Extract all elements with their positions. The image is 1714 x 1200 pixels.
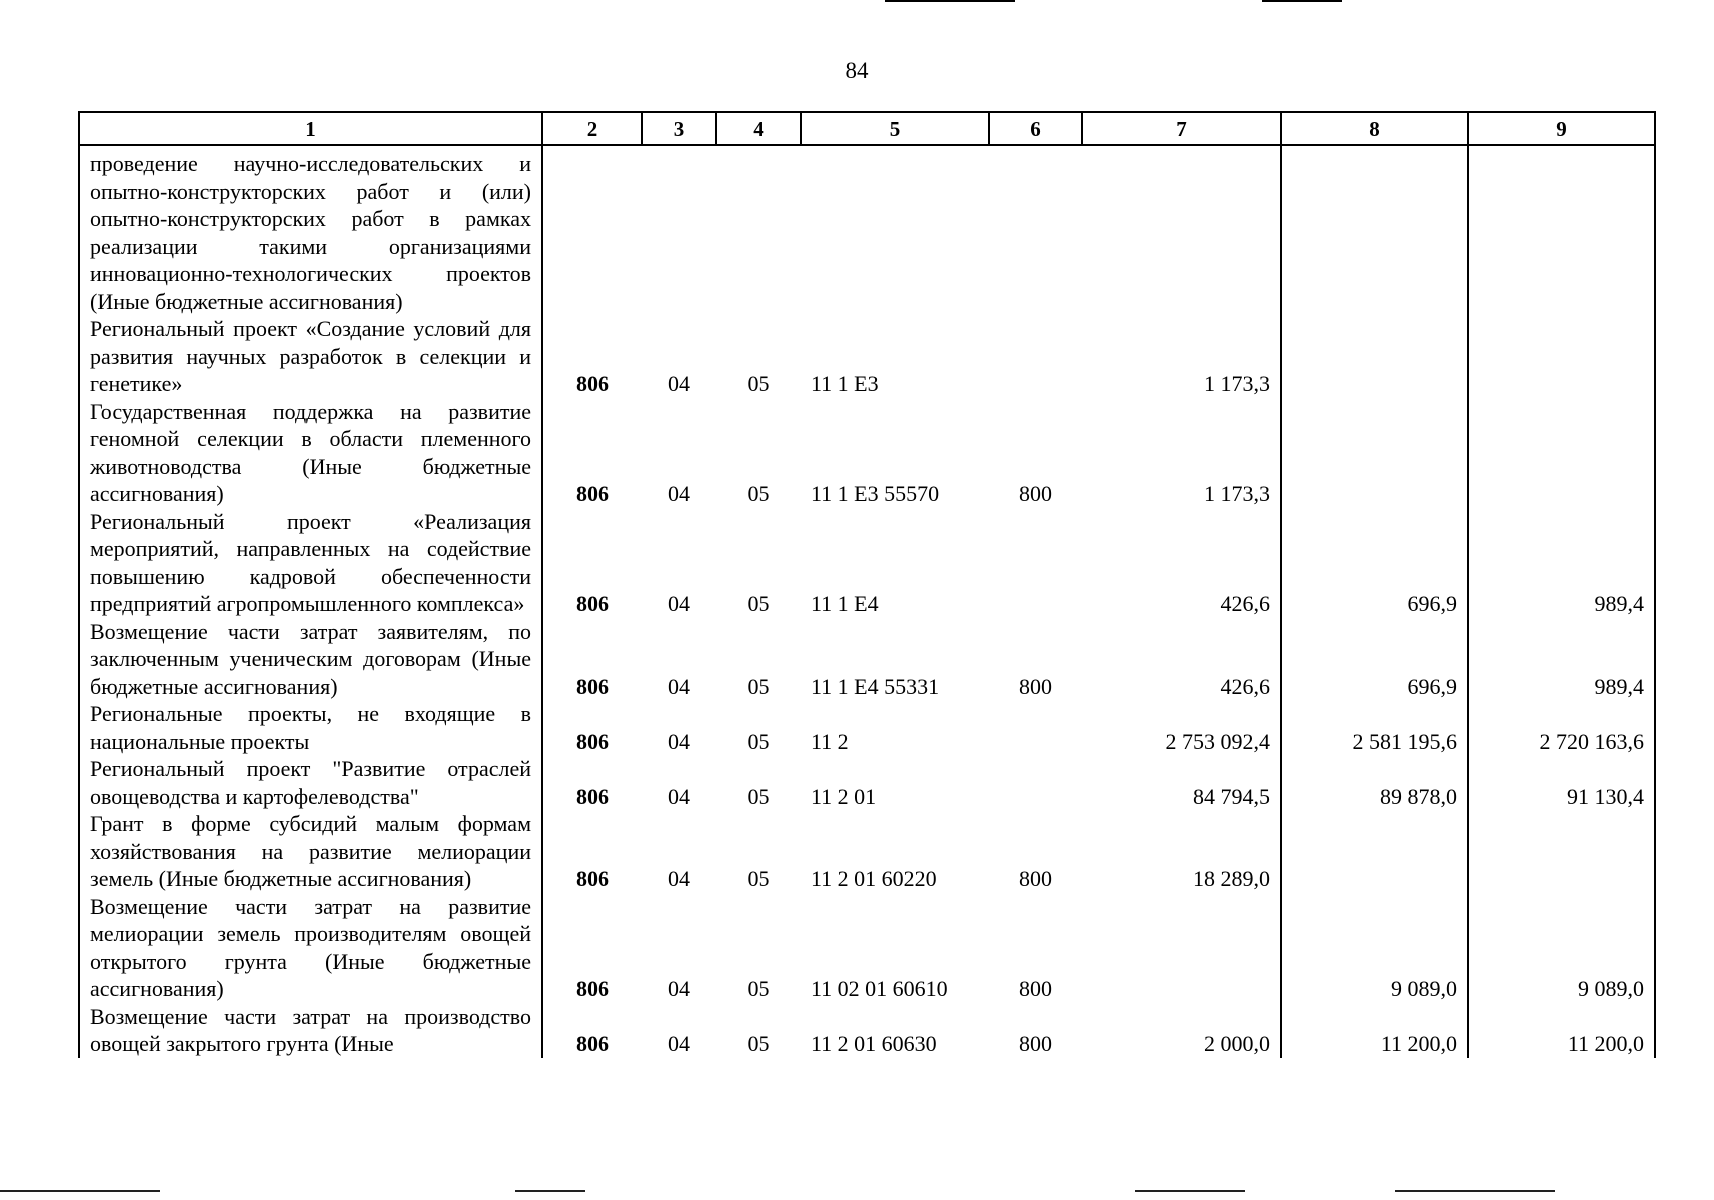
code-section: 04 <box>668 591 690 616</box>
code-expense-type: 800 <box>1019 866 1052 891</box>
code-expense-type: 800 <box>1019 976 1052 1001</box>
col-header-5: 5 <box>801 112 989 145</box>
code-chapter: 806 <box>576 371 609 396</box>
row-name: Грант в форме субсидий малым формам хозяйствования на развитие мелиорации земель (Иные бюджетные ассигнования) <box>79 810 542 893</box>
amount-col9 <box>1468 398 1655 508</box>
code-section: 04 <box>668 783 690 809</box>
code-target-article: 11 2 01 <box>811 783 877 809</box>
amount-col8: 696,9 <box>1281 508 1468 618</box>
table-row <box>79 315 1655 398</box>
amount-col7: 426,6 <box>1082 618 1281 701</box>
amount-col9: 9 089,0 <box>1468 893 1655 1003</box>
top-scan-edge <box>885 0 1015 2</box>
row-name: Возмещение части затрат на производство овощей закрытого грунта (Иные <box>79 1003 542 1058</box>
amount-col7: 1 173,3 <box>1082 315 1281 398</box>
code-section: 04 <box>668 371 690 396</box>
code-subsection: 05 <box>747 728 770 754</box>
row-name: Возмещение части затрат заявителям, по заключенным ученическим договорам (Иные бюджетные ассигнования) <box>79 618 542 701</box>
header-row <box>79 112 1655 145</box>
code-chapter: 806 <box>576 866 609 891</box>
code-subsection: 05 <box>747 866 770 891</box>
amount-col9: 989,4 <box>1468 618 1655 701</box>
bottom-scan-edge <box>515 1190 585 1192</box>
code-expense-type: 800 <box>1019 1031 1052 1056</box>
table-row <box>79 810 1655 893</box>
amount-col8 <box>1281 810 1468 893</box>
code-target-article: 11 1 E4 55331 <box>811 673 940 699</box>
amount-col9 <box>1468 315 1655 398</box>
code-target-article: 11 2 01 60220 <box>811 866 937 891</box>
amount-col8: 89 878,0 <box>1281 755 1468 810</box>
code-subsection: 05 <box>747 591 770 616</box>
amount-col7: 1 173,3 <box>1082 398 1281 508</box>
bottom-scan-edge <box>1135 1190 1245 1192</box>
amount-col7 <box>1082 145 1281 315</box>
amount-col9: 989,4 <box>1468 508 1655 618</box>
row-name: Региональный проект «Создание условий для развития научных разработок в селекции и генетике» <box>79 315 542 398</box>
code-chapter: 806 <box>576 728 609 754</box>
code-chapter: 806 <box>576 591 609 616</box>
amount-col8 <box>1281 145 1468 315</box>
code-chapter: 806 <box>576 976 609 1001</box>
amount-col8 <box>1281 398 1468 508</box>
bottom-scan-edge <box>1395 1190 1555 1192</box>
code-subsection: 05 <box>747 481 770 506</box>
code-subsection: 05 <box>747 783 770 809</box>
code-expense-type <box>989 508 1082 618</box>
code-target-article: 11 2 01 60630 <box>811 1031 937 1056</box>
code-section: 04 <box>668 976 690 1001</box>
code-subsection: 05 <box>747 673 770 699</box>
top-scan-edge <box>1262 0 1342 2</box>
code-expense-type: 800 <box>1019 673 1052 699</box>
code-expense-type: 800 <box>1019 481 1052 506</box>
code-chapter: 806 <box>576 673 609 699</box>
code-chapter: 806 <box>576 783 609 809</box>
code-target-article: 11 2 <box>811 728 849 754</box>
code-subsection: 05 <box>747 371 770 396</box>
col-header-3: 3 <box>642 112 716 145</box>
code-chapter: 806 <box>576 481 609 506</box>
code-section: 04 <box>668 728 690 754</box>
code-target-article: 11 02 01 60610 <box>811 976 948 1001</box>
col-header-8: 8 <box>1281 112 1468 145</box>
code-expense-type <box>989 755 1082 810</box>
table-row <box>79 398 1655 508</box>
table-row <box>79 145 1655 315</box>
amount-col7: 2 000,0 <box>1082 1003 1281 1058</box>
code-subsection: 05 <box>747 1031 770 1056</box>
table-row <box>79 618 1655 701</box>
table-row <box>79 1003 1655 1058</box>
amount-col9: 91 130,4 <box>1468 755 1655 810</box>
table-row <box>79 893 1655 1003</box>
code-chapter: 806 <box>576 1031 609 1056</box>
table-row <box>79 755 1655 810</box>
col-header-6: 6 <box>989 112 1082 145</box>
code-expense-type <box>989 315 1082 398</box>
table-row <box>79 700 1655 755</box>
col-header-9: 9 <box>1468 112 1655 145</box>
code-section <box>642 145 716 315</box>
code-expense-type <box>989 145 1082 315</box>
code-section: 04 <box>668 481 690 506</box>
amount-col8: 696,9 <box>1281 618 1468 701</box>
code-subsection <box>716 145 801 315</box>
code-expense-type <box>989 700 1082 755</box>
amount-col8: 11 200,0 <box>1281 1003 1468 1058</box>
code-section: 04 <box>668 1031 690 1056</box>
row-name: Региональный проект "Развитие отраслей овощеводства и картофелеводства" <box>79 755 542 810</box>
amount-col7 <box>1082 893 1281 1003</box>
amount-col9 <box>1468 810 1655 893</box>
amount-col9: 2 720 163,6 <box>1468 700 1655 755</box>
amount-col9 <box>1468 145 1655 315</box>
amount-col7: 2 753 092,4 <box>1082 700 1281 755</box>
amount-col7: 84 794,5 <box>1082 755 1281 810</box>
code-chapter <box>542 145 642 315</box>
amount-col7: 426,6 <box>1082 508 1281 618</box>
table-row <box>79 508 1655 618</box>
row-name: проведение научно-исследовательских и опытно-конструкторских работ и (или) опытно-конструкторских работ в рамках реализации такими организациями инновационно-технологических проектов (Иные бюджетные ассигнования) <box>79 145 542 315</box>
bottom-scan-edge <box>0 1190 160 1192</box>
col-header-2: 2 <box>542 112 642 145</box>
amount-col8: 9 089,0 <box>1281 893 1468 1003</box>
amount-col7: 18 289,0 <box>1082 810 1281 893</box>
code-target-article: 11 1 E3 55570 <box>811 481 940 506</box>
row-name: Возмещение части затрат на развитие мелиорации земель производителям овощей открытого грунта (Иные бюджетные ассигнования) <box>79 893 542 1003</box>
amount-col8 <box>1281 315 1468 398</box>
col-header-1: 1 <box>79 112 542 145</box>
budget-table <box>78 111 1656 1058</box>
col-header-7: 7 <box>1082 112 1281 145</box>
code-target-article <box>801 145 989 315</box>
code-section: 04 <box>668 673 690 699</box>
row-name: Региональные проекты, не входящие в национальные проекты <box>79 700 542 755</box>
amount-col8: 2 581 195,6 <box>1281 700 1468 755</box>
row-name: Государственная поддержка на развитие геномной селекции в области племенного животноводства (Иные бюджетные ассигнования) <box>79 398 542 508</box>
col-header-4: 4 <box>716 112 801 145</box>
page-number: 84 <box>845 58 869 83</box>
code-section: 04 <box>668 866 690 891</box>
amount-col9: 11 200,0 <box>1468 1003 1655 1058</box>
code-subsection: 05 <box>747 976 770 1001</box>
code-target-article: 11 1 E4 <box>811 591 879 616</box>
code-target-article: 11 1 E3 <box>811 371 879 396</box>
row-name: Региональный проект «Реализация мероприятий, направленных на содействие повышению кадровой обеспеченности предприятий агропромышленного комплекса» <box>79 508 542 618</box>
